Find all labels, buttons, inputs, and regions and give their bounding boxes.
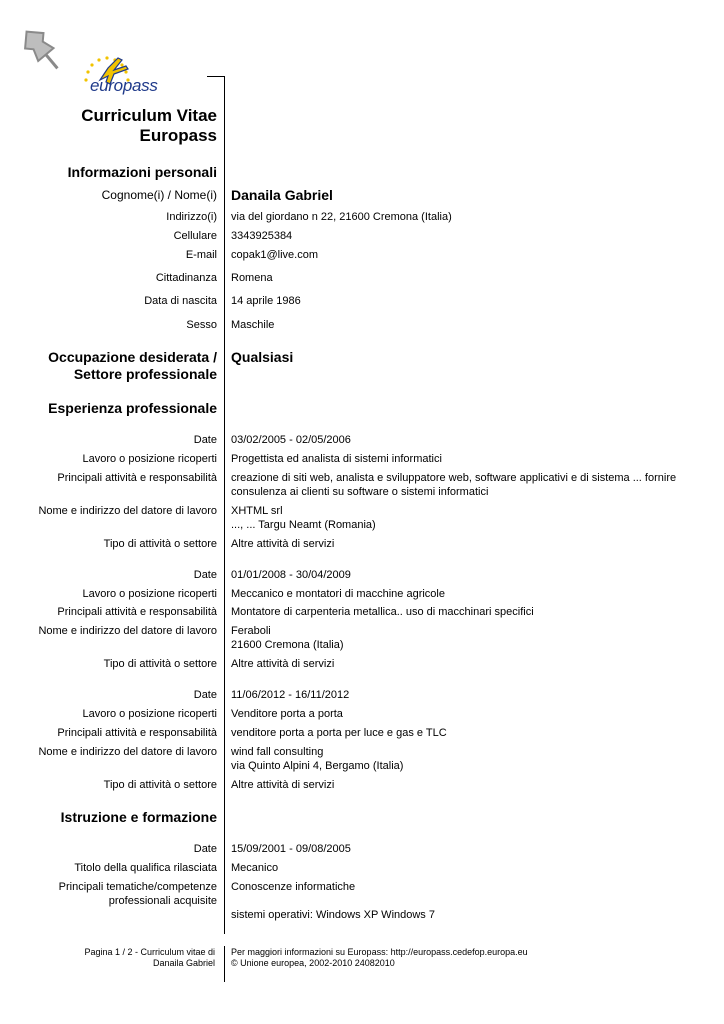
- footer-page-info: Pagina 1 / 2 - Curriculum vitae di: [84, 947, 215, 957]
- job-employer-name: wind fall consulting: [231, 746, 324, 758]
- address-value: via del giordano n 22, 21600 Cremona (Italia): [231, 211, 452, 223]
- job-sector-label: Tipo di attività o settore: [103, 658, 217, 670]
- job-sector-value: Altre attività di servizi: [231, 779, 335, 791]
- job-activities-value: creazione di siti web, analista e sviluppatore web, software applicativi e di sistema ... fornire: [231, 472, 677, 484]
- job-employer-label: Nome e indirizzo del datore di lavoro: [38, 746, 217, 758]
- logo-text: europass: [90, 76, 158, 95]
- job-position-label: Lavoro o posizione ricoperti: [82, 453, 217, 465]
- email-label: E-mail: [185, 249, 217, 261]
- job-date-label: Date: [193, 689, 217, 701]
- job-position-value: Venditore porta a porta: [231, 708, 343, 720]
- job-date-value: 03/02/2005 - 02/05/2006: [231, 434, 351, 446]
- job-employer-address: 21600 Cremona (Italia): [231, 639, 344, 651]
- skills-value-line2: sistemi operativi: Windows XP Windows 7: [231, 909, 435, 921]
- job-position-label: Lavoro o posizione ricoperti: [82, 708, 217, 720]
- job-sector-value: Altre attività di servizi: [231, 538, 335, 550]
- job-position-label: Lavoro o posizione ricoperti: [82, 588, 217, 600]
- job-activities-value-cont: consulenza ai clienti su software o sistemi informatici: [231, 486, 489, 498]
- job-sector-label: Tipo di attività o settore: [103, 538, 217, 550]
- job-employer-address: ..., ... Targu Neamt (Romania): [231, 519, 376, 531]
- nationality-value: Romena: [231, 272, 273, 284]
- sex-label: Sesso: [186, 319, 217, 331]
- footer-copyright: © Unione europea, 2002-2010 24082010: [231, 958, 395, 968]
- cv-title-line2: Europass: [139, 126, 217, 145]
- skills-value-line1: Conoscenze informatiche: [231, 881, 356, 893]
- qualification-value: Mecanico: [231, 862, 279, 874]
- job-employer-label: Nome e indirizzo del datore di lavoro: [38, 625, 217, 637]
- birth-date-value: 14 aprile 1986: [231, 295, 301, 307]
- footer-page-name: Danaila Gabriel: [152, 958, 215, 968]
- section-work-experience: Esperienza professionale: [48, 400, 217, 416]
- job-sector-label: Tipo di attività o settore: [103, 779, 217, 791]
- name-value: Danaila Gabriel: [231, 187, 333, 203]
- desired-occupation-label-line1: Occupazione desiderata /: [48, 349, 217, 365]
- mobile-label: Cellulare: [173, 230, 217, 242]
- email-value: copak1@live.com: [231, 249, 318, 261]
- job-date-label: Date: [193, 434, 217, 446]
- birth-date-label: Data di nascita: [144, 295, 217, 307]
- job-employer-address: via Quinto Alpini 4, Bergamo (Italia): [231, 760, 404, 772]
- europass-logo: [78, 50, 168, 100]
- europass-pin-icon: [14, 22, 70, 78]
- sex-value: Maschile: [231, 319, 275, 331]
- footer-divider: [224, 946, 225, 982]
- column-divider: [224, 76, 225, 934]
- job-employer-name: XHTML srl: [231, 505, 283, 517]
- footer-info-link: Per maggiori informazioni su Europass: http://europass.cedefop.europa.eu: [231, 947, 528, 957]
- skills-label-line2: professionali acquisite: [108, 895, 217, 907]
- education-date-label: Date: [193, 843, 217, 855]
- job-activities-label: Principali attività e responsabilità: [57, 472, 217, 484]
- section-personal-info: Informazioni personali: [67, 164, 217, 180]
- section-education: Istruzione e formazione: [60, 809, 217, 825]
- qualification-label: Titolo della qualifica rilasciata: [74, 862, 217, 874]
- job-date-value: 01/01/2008 - 30/04/2009: [231, 569, 351, 581]
- divider-top-tick: [207, 76, 225, 77]
- job-position-value: Progettista ed analista di sistemi informatici: [231, 453, 442, 465]
- job-date-value: 11/06/2012 - 16/11/2012: [231, 689, 350, 701]
- job-position-value: Meccanico e montatori di macchine agricole: [231, 588, 445, 600]
- mobile-value: 3343925384: [231, 230, 293, 242]
- job-date-label: Date: [193, 569, 217, 581]
- cv-title-line1: Curriculum Vitae: [81, 106, 217, 125]
- job-activities-value: Montatore di carpenteria metallica.. uso di macchinari specifici: [231, 606, 534, 618]
- name-label: Cognome(i) / Nome(i): [101, 188, 217, 202]
- job-activities-label: Principali attività e responsabilità: [57, 727, 217, 739]
- desired-occupation-label-line2: Settore professionale: [73, 366, 217, 382]
- nationality-label: Cittadinanza: [155, 272, 217, 284]
- job-activities-label: Principali attività e responsabilità: [57, 606, 217, 618]
- job-employer-name: Feraboli: [231, 625, 271, 637]
- education-date-value: 15/09/2001 - 09/08/2005: [231, 843, 351, 855]
- skills-label-line1: Principali tematiche/competenze: [58, 881, 217, 893]
- address-label: Indirizzo(i): [166, 211, 217, 223]
- job-activities-value: venditore porta a porta per luce e gas e TLC: [231, 727, 447, 739]
- job-employer-label: Nome e indirizzo del datore di lavoro: [38, 505, 217, 517]
- desired-occupation-value: Qualsiasi: [231, 349, 294, 365]
- job-sector-value: Altre attività di servizi: [231, 658, 335, 670]
